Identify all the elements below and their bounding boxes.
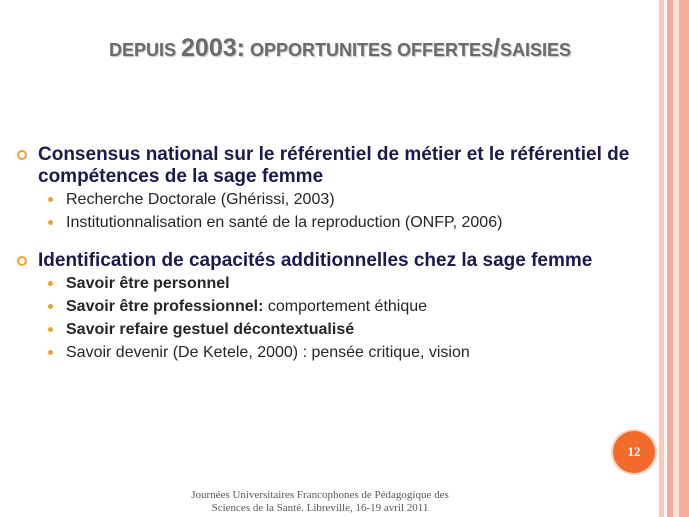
- list-item: Savoir refaire gestuel décontextualisé: [16, 318, 656, 341]
- dot-bullet-icon: [48, 327, 53, 332]
- ring-bullet-icon: [17, 256, 27, 266]
- dot-bullet-icon: [48, 220, 53, 225]
- section-heading-consensus: Consensus national sur le référentiel de métier et le référentiel de compétences de la sage femme: [16, 144, 656, 188]
- section-heading-identification: Identification de capacités additionnelles chez la sage femme: [16, 250, 656, 272]
- slide-footer: Journées Universitaires Francophones de Pédagogique des Sciences de la Santé. Libreville, 16-19 avril 2011: [191, 489, 449, 514]
- list-item: Institutionnalisation en santé de la reproduction (ONFP, 2006): [16, 211, 656, 234]
- list-item: Savoir être personnel: [16, 272, 656, 295]
- list-item: Savoir être professionnel: comportement éthique: [16, 295, 656, 318]
- dot-bullet-icon: [48, 281, 53, 286]
- page-number-badge: 12: [613, 431, 655, 473]
- dot-bullet-icon: [48, 350, 53, 355]
- dot-bullet-icon: [48, 197, 53, 202]
- list-item: Recherche Doctorale (Ghérissi, 2003): [16, 188, 656, 211]
- list-item: Savoir devenir (De Ketele, 2000) : pensée critique, vision: [16, 341, 656, 364]
- decorative-side-stripe: [659, 0, 689, 517]
- ring-bullet-icon: [17, 150, 27, 160]
- dot-bullet-icon: [48, 304, 53, 309]
- slide-content: [16, 144, 656, 364]
- slide-title: DEPUIS 2003: OPPORTUNITES OFFERTES/SAISIES: [109, 34, 571, 62]
